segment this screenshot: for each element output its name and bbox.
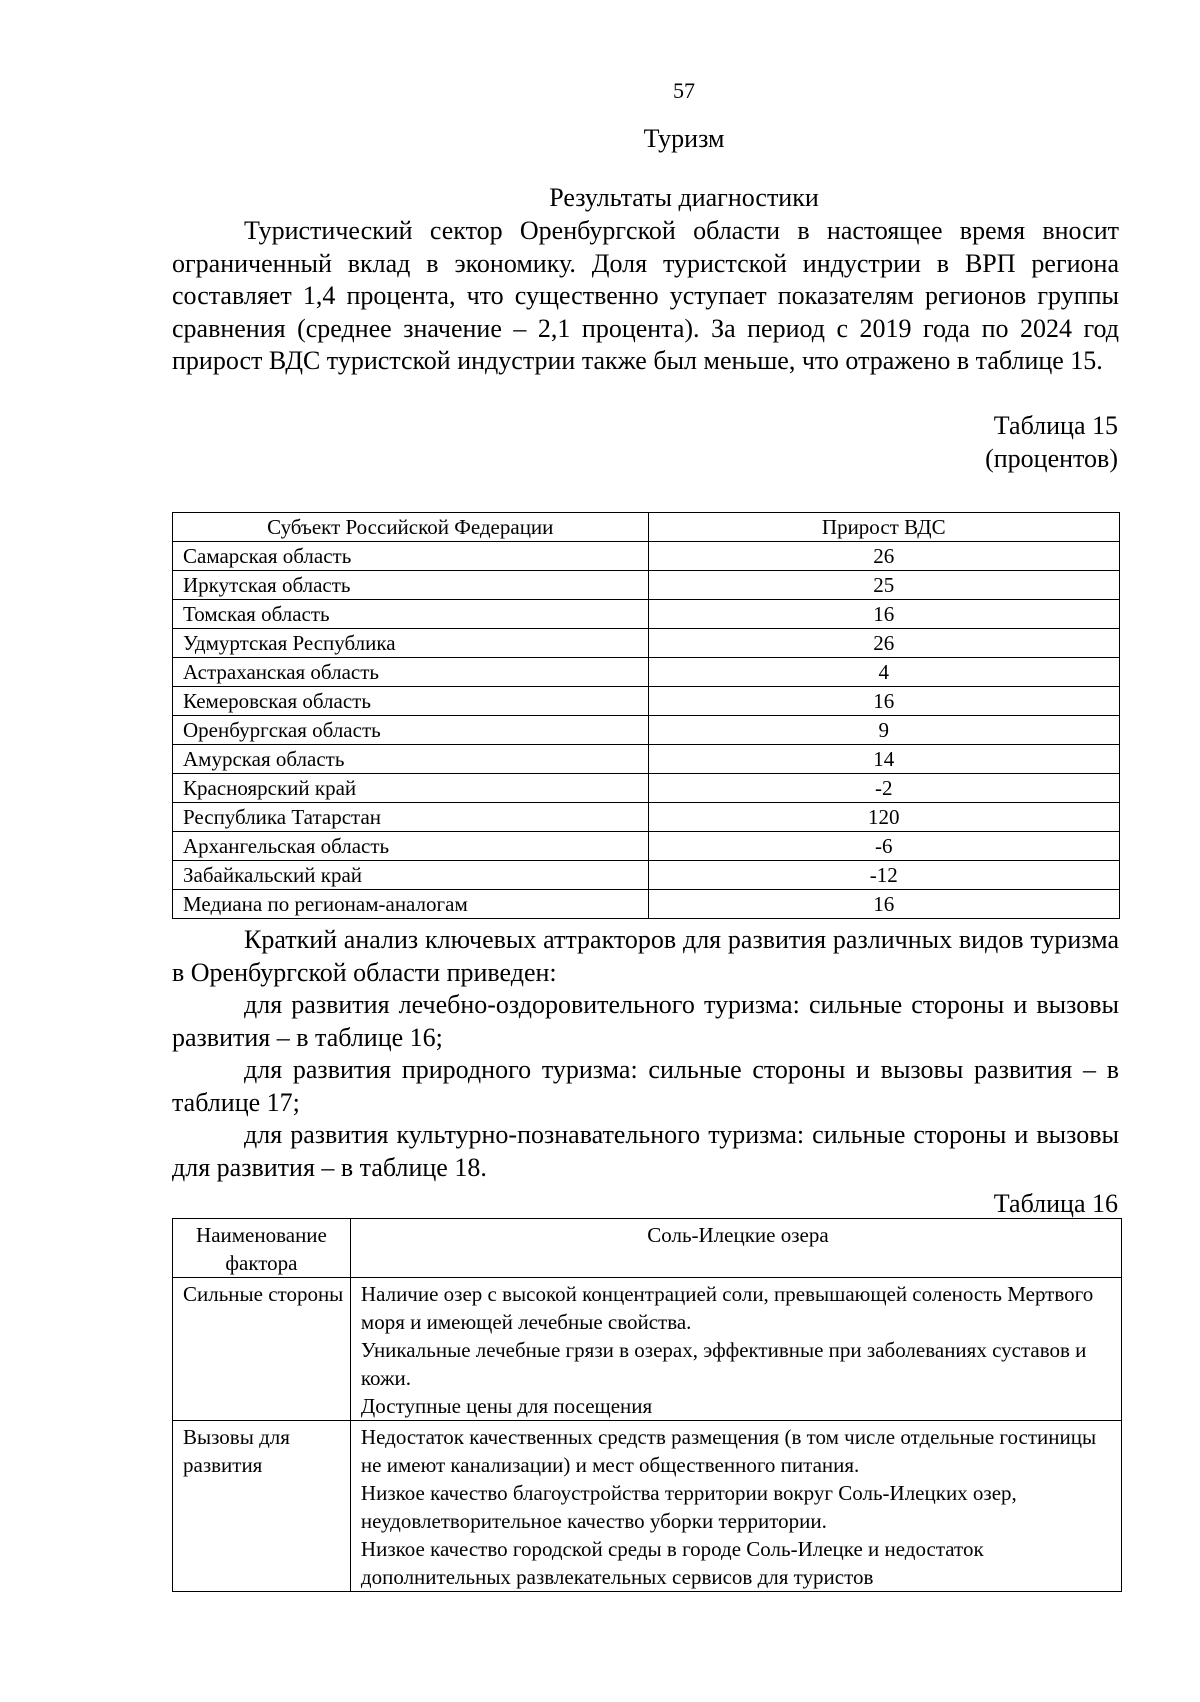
table-row <box>173 745 1120 774</box>
description-item: Доступные цены для посещения <box>360 1394 653 1418</box>
growth-cell: 120 <box>648 803 1119 832</box>
region-cell: Архангельская область <box>173 832 649 861</box>
table15-header-growth: Прирост ВДС <box>648 513 1119 542</box>
table-row <box>173 832 1120 861</box>
region-cell: Красноярский край <box>173 774 649 803</box>
page-number: 57 <box>673 78 695 103</box>
table-row <box>173 542 1120 571</box>
table-row <box>173 803 1120 832</box>
table-row <box>173 890 1120 919</box>
table15-caption: Таблица 15 <box>993 411 1118 440</box>
table-row <box>173 716 1120 745</box>
table-row <box>173 774 1120 803</box>
table15-unit: (процентов) <box>985 444 1118 473</box>
analysis-paragraph: для развития природного туризма: сильные стороны и вызовы развития – в таблице 17; <box>172 1055 1119 1117</box>
region-cell: Республика Татарстан <box>173 803 649 832</box>
analysis-paragraph: для развития лечебно-оздоровительного туризма: сильные стороны и вызовы развития – в таблице 16; <box>172 990 1119 1052</box>
table16-caption: Таблица 16 <box>993 1189 1118 1218</box>
description-item: Недостаток качественных средств размещения (в том числе отдельные гостиницы не имеют канализации) и мест общественного питания. <box>360 1425 1097 1477</box>
table-row <box>173 861 1120 890</box>
description-item: Наличие озер с высокой концентрацией соли, превышающей соленость Мертвого моря и имеющей лечебные свойства. <box>360 1282 1094 1334</box>
table16-header-object: Соль-Илецкие озера <box>350 1219 1121 1278</box>
growth-cell: 4 <box>648 658 1119 687</box>
growth-cell: 16 <box>648 600 1119 629</box>
table-row <box>173 571 1120 600</box>
region-cell: Астраханская область <box>173 658 649 687</box>
growth-cell: -12 <box>648 861 1119 890</box>
growth-cell: 26 <box>648 629 1119 658</box>
region-cell: Медиана по регионам-аналогам <box>173 890 649 919</box>
table16-header-row <box>173 1219 1122 1278</box>
growth-cell: -6 <box>648 832 1119 861</box>
analysis-paragraph: для развития культурно-познавательного туризма: сильные стороны и вызовы для развития – в таблице 18. <box>172 1120 1119 1182</box>
table15-header-region: Субъект Российской Федерации <box>173 513 649 542</box>
analysis-paragraph: Краткий анализ ключевых аттракторов для развития различных видов туризма в Оренбургской области приведен: <box>172 925 1119 987</box>
region-cell: Иркутская область <box>173 571 649 600</box>
table16-header-factor: Наименование фактора <box>173 1219 351 1278</box>
table15-header-row <box>173 513 1120 542</box>
section-title: Туризм <box>643 124 725 153</box>
region-cell: Удмуртская Республика <box>173 629 649 658</box>
factor-cell: Сильные стороны <box>173 1278 351 1421</box>
table16 <box>172 1218 1122 1592</box>
description-cell <box>350 1278 1121 1421</box>
table-row <box>173 1421 1122 1592</box>
growth-cell: 9 <box>648 716 1119 745</box>
table-row <box>173 1278 1122 1421</box>
growth-cell: 14 <box>648 745 1119 774</box>
table-row <box>173 600 1120 629</box>
table-row <box>173 658 1120 687</box>
region-cell: Забайкальский край <box>173 861 649 890</box>
growth-cell: 16 <box>648 687 1119 716</box>
growth-cell: 25 <box>648 571 1119 600</box>
growth-cell: 16 <box>648 890 1119 919</box>
region-cell: Самарская область <box>173 542 649 571</box>
description-cell <box>350 1421 1121 1592</box>
region-cell: Кемеровская область <box>173 687 649 716</box>
intro-text: Туристический сектор Оренбургской области в настоящее время вносит ограниченный вклад в экономику. Доля туристской индустрии в ВРП региона составляет 1,4 процента, что существенно уступает показателям регионов группы сравнения (среднее значение – 2,1 процента). За период с 2019 года по 2024 год прирост ВДС туристской индустрии также был меньше, что отражено в таблице 15. <box>172 216 1119 375</box>
factor-cell: Вызовы для развития <box>173 1421 351 1592</box>
growth-cell: 26 <box>648 542 1119 571</box>
growth-cell: -2 <box>648 774 1119 803</box>
subsection-title: Результаты диагностики <box>549 183 819 212</box>
region-cell: Томская область <box>173 600 649 629</box>
description-item: Низкое качество благоустройства территории вокруг Соль-Илецких озер, неудовлетворительное качество уборки территории. <box>360 1481 1017 1533</box>
table-row <box>173 629 1120 658</box>
region-cell: Оренбургская область <box>173 716 649 745</box>
table15 <box>172 512 1120 919</box>
table-row <box>173 687 1120 716</box>
description-item: Низкое качество городской среды в городе Соль-Илецке и недостаток дополнительных развлекательных сервисов для туристов <box>360 1537 984 1589</box>
region-cell: Амурская область <box>173 745 649 774</box>
description-item: Уникальные лечебные грязи в озерах, эффективные при заболеваниях суставов и кожи. <box>360 1338 1087 1390</box>
intro-paragraph <box>172 215 1119 378</box>
analysis-section <box>172 924 1119 1184</box>
